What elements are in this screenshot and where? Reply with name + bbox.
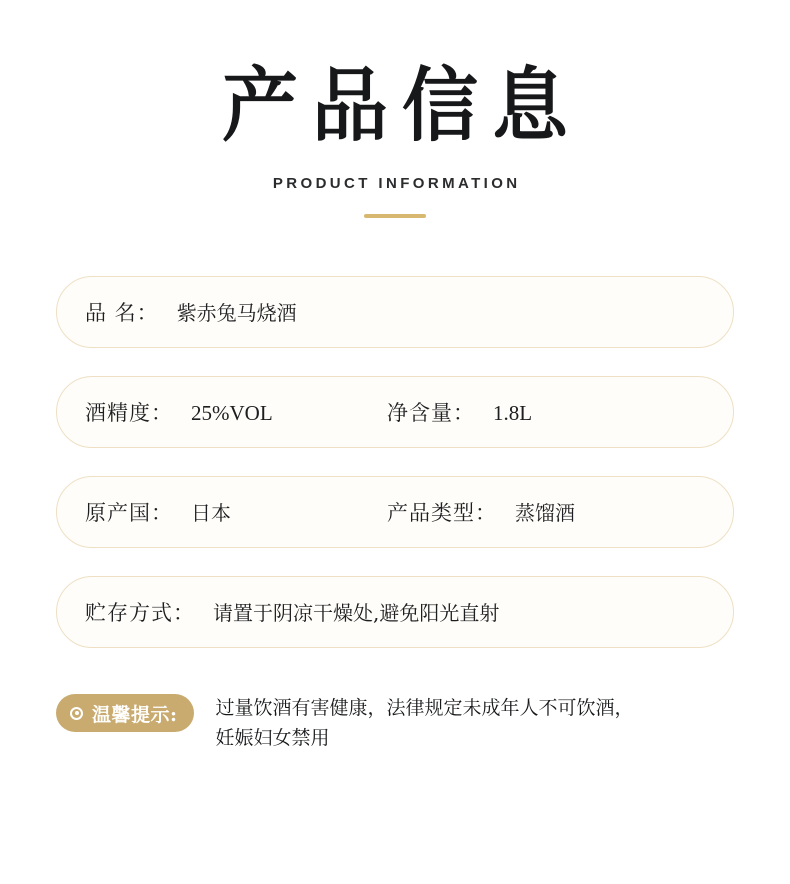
info-label: 产品类型： xyxy=(387,501,497,526)
notice-text: 过量饮酒有害健康，法律规定未成年人不可饮酒，妊娠妇女禁用 xyxy=(215,697,634,749)
info-cell-primary xyxy=(85,497,231,527)
info-cell-secondary xyxy=(387,497,575,527)
info-value: 25%VOL xyxy=(191,401,273,426)
info-value: 蒸馏酒 xyxy=(515,501,575,526)
page-title: 产品信息 xyxy=(222,58,582,153)
info-cell-primary xyxy=(85,397,273,427)
title-divider xyxy=(364,214,426,218)
notice-badge xyxy=(56,694,194,732)
info-value: 日本 xyxy=(191,501,231,526)
page-header xyxy=(0,0,790,218)
warning-notice xyxy=(0,694,790,753)
info-label: 原产国： xyxy=(85,501,173,526)
info-value: 请置于阴凉干燥处,避免阳光直射 xyxy=(213,601,500,626)
info-value: 紫赤兔马烧酒 xyxy=(176,301,297,326)
info-row-origin-country xyxy=(56,476,734,548)
info-cell-primary xyxy=(85,597,499,627)
info-row-alcohol-content xyxy=(56,376,734,448)
page-subtitle: PRODUCT INFORMATION xyxy=(272,175,521,193)
info-value: 1.8L xyxy=(493,401,533,426)
info-label: 净含量： xyxy=(387,401,475,426)
info-row-storage xyxy=(56,576,734,648)
dot-icon xyxy=(70,707,83,720)
info-row-product-name xyxy=(56,276,734,348)
info-cell-primary xyxy=(85,297,297,327)
info-label: 酒精度： xyxy=(85,401,173,426)
info-label: 贮存方式： xyxy=(85,601,195,626)
info-label: 品 名： xyxy=(85,301,159,326)
info-cell-secondary xyxy=(387,397,532,427)
info-table xyxy=(0,276,790,648)
notice-badge-label: 温馨提示: xyxy=(92,703,178,726)
